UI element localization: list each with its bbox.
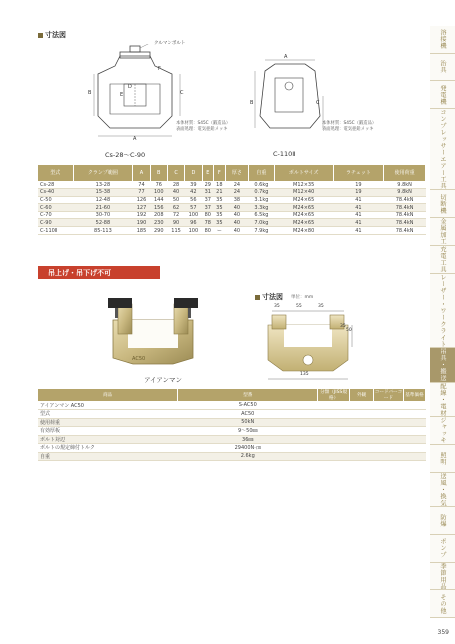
table-cell: 37 bbox=[202, 204, 214, 212]
sidebar-item[interactable] bbox=[430, 218, 455, 246]
table-row bbox=[38, 211, 426, 219]
spec-value: 36㎜ bbox=[178, 435, 318, 444]
drawing-caption-small: Cs-28～C-90 bbox=[105, 151, 146, 159]
table-cell: 85-113 bbox=[73, 227, 133, 235]
sidebar-item-label: 金属加工 bbox=[439, 217, 446, 245]
table-cell: 208 bbox=[150, 211, 167, 219]
table-cell: M24×65 bbox=[274, 219, 333, 227]
table-cell: 40 bbox=[225, 211, 249, 219]
table-cell: 192 bbox=[133, 211, 150, 219]
sidebar-item[interactable] bbox=[430, 535, 455, 563]
callout-bolt-label: クルマンボルト bbox=[154, 41, 186, 46]
table-cell: 74 bbox=[133, 181, 150, 189]
table-cell: 50 bbox=[167, 196, 184, 204]
dim-value: 135 bbox=[300, 372, 309, 377]
sidebar-item-label: 溶接機 bbox=[439, 29, 446, 50]
table-cell: 80 bbox=[202, 211, 214, 219]
spec-label: 使用荷重 bbox=[38, 418, 178, 427]
table-cell: 41 bbox=[333, 211, 383, 219]
table-cell: M12×35 bbox=[274, 181, 333, 189]
table-cell: 78.4kN bbox=[384, 211, 426, 219]
dim-value: 35 bbox=[340, 324, 346, 329]
table-cell: 77 bbox=[133, 189, 150, 197]
table-cell: 30-70 bbox=[73, 211, 133, 219]
table-row bbox=[38, 227, 426, 235]
sidebar-item-label: 吊具・搬送 bbox=[439, 348, 446, 382]
table-row bbox=[38, 204, 426, 212]
sidebar-item[interactable] bbox=[430, 54, 455, 82]
table-cell: 144 bbox=[150, 196, 167, 204]
table-cell: C-90 bbox=[38, 219, 73, 227]
table-cell: 78.4kN bbox=[384, 227, 426, 235]
material-note-2: 本体材質：S45C（鍛造品） 表面処理：電気亜鉛メッキ bbox=[322, 121, 377, 132]
table-cell: 9.8kN bbox=[384, 189, 426, 197]
table-row bbox=[38, 444, 426, 453]
table-cell: 0.6kg bbox=[249, 181, 274, 189]
table-row: アイアンマン AC50 S-AC50 bbox=[38, 401, 426, 410]
table-cell: 29 bbox=[202, 181, 214, 189]
table-cell: 56 bbox=[185, 196, 202, 204]
table-cell: Cs-28 bbox=[38, 181, 73, 189]
table-cell: 41 bbox=[333, 204, 383, 212]
table-cell: C-60 bbox=[38, 204, 73, 212]
dim-label-f: F bbox=[158, 66, 161, 72]
table-cell: 100 bbox=[150, 189, 167, 197]
product-stamp-text: AC50 bbox=[132, 356, 146, 362]
spec-value: AC50 bbox=[178, 410, 318, 419]
dim-label-c2: C bbox=[316, 100, 320, 106]
category-index-sidebar bbox=[430, 26, 455, 618]
dim-label-a2: A bbox=[284, 54, 288, 60]
table-cell: 39 bbox=[185, 181, 202, 189]
table-cell: 24 bbox=[225, 189, 249, 197]
sidebar-item[interactable] bbox=[430, 383, 455, 418]
table-row bbox=[38, 219, 426, 227]
section-title-dimensions-2: 寸法図 単位：mm bbox=[255, 292, 313, 302]
sidebar-item[interactable] bbox=[430, 507, 455, 535]
square-bullet-icon bbox=[38, 33, 43, 38]
table-cell: 38 bbox=[225, 196, 249, 204]
product-caption: アイアンマン bbox=[144, 376, 182, 384]
table-cell: 80 bbox=[202, 227, 214, 235]
table-cell: 41 bbox=[333, 219, 383, 227]
table-cell: 21-60 bbox=[73, 204, 133, 212]
table-row bbox=[38, 410, 426, 419]
table-cell: 24 bbox=[225, 181, 249, 189]
table-cell: 185 bbox=[133, 227, 150, 235]
sidebar-item-label: 治具 bbox=[439, 60, 446, 74]
table-cell: M24×80 bbox=[274, 227, 333, 235]
clamp-dimension-drawing-large bbox=[245, 56, 330, 136]
sidebar-item[interactable] bbox=[430, 81, 455, 109]
table-cell: 3.3kg bbox=[249, 204, 274, 212]
table-cell: ー bbox=[214, 227, 226, 235]
dim-label-d: D bbox=[128, 84, 132, 90]
table-cell: 72 bbox=[167, 211, 184, 219]
table-cell: 37 bbox=[202, 196, 214, 204]
table-cell: M24×65 bbox=[274, 204, 333, 212]
table-cell: 35 bbox=[214, 196, 226, 204]
sidebar-item[interactable] bbox=[430, 473, 455, 508]
dim-label-a: A bbox=[133, 136, 137, 142]
table-cell: 7.0kg bbox=[249, 219, 274, 227]
sidebar-item-label: 配線・電材 bbox=[439, 382, 446, 417]
table-cell: 13-28 bbox=[73, 181, 133, 189]
table-cell: M24×65 bbox=[274, 196, 333, 204]
section-title-dimensions: 寸法図 bbox=[38, 30, 66, 40]
table-cell: 35 bbox=[214, 204, 226, 212]
table-cell: 96 bbox=[185, 219, 202, 227]
table-cell: 40 bbox=[225, 219, 249, 227]
material-note: 本体材質：S45C（鍛造品） 表面処理：電気亜鉛メッキ bbox=[176, 121, 231, 132]
dim-label-b: B bbox=[88, 90, 92, 96]
table-cell: 21 bbox=[214, 189, 226, 197]
page-number: 359 bbox=[437, 629, 449, 636]
spec-label: 型式 bbox=[38, 410, 178, 419]
table-cell: 78.4kN bbox=[384, 204, 426, 212]
sidebar-item-label: ポンプ bbox=[439, 538, 446, 559]
table-cell: 0.7kg bbox=[249, 189, 274, 197]
sidebar-item[interactable] bbox=[430, 417, 455, 445]
sidebar-item-label: ジャッキ bbox=[439, 417, 446, 445]
sidebar-item[interactable] bbox=[430, 590, 455, 618]
warning-banner: 吊上げ・吊下げ不可 bbox=[38, 266, 160, 279]
table-row bbox=[38, 418, 426, 427]
table-cell: 12-48 bbox=[73, 196, 133, 204]
drawing-caption-large: C-110Ⅱ bbox=[273, 150, 296, 158]
sidebar-item-label: コンプレッサーエアー工具 bbox=[439, 108, 446, 190]
spec-value: 29400N·㎝ bbox=[178, 444, 318, 453]
table-cell: 230 bbox=[150, 219, 167, 227]
dim-label-c: C bbox=[180, 90, 184, 96]
sidebar-item[interactable] bbox=[430, 109, 455, 190]
table-cell: 78.4kN bbox=[384, 196, 426, 204]
table-row bbox=[38, 435, 426, 444]
sidebar-item-label: 切断機 bbox=[439, 193, 446, 214]
table-cell: C-110Ⅱ bbox=[38, 227, 73, 235]
product-photo-ironman-clamp bbox=[88, 290, 218, 370]
spec-value: 2.6kg bbox=[178, 452, 318, 461]
sidebar-item[interactable] bbox=[430, 445, 455, 473]
table-cell: 78.4kN bbox=[384, 219, 426, 227]
square-bullet-icon bbox=[255, 295, 260, 300]
product-table-header: 商品 型番 分類（JISS規格） 外観 コードバーコード 基準価格 bbox=[38, 389, 426, 401]
table-row bbox=[38, 427, 426, 436]
table-cell: 40 bbox=[225, 227, 249, 235]
table-cell: C-50 bbox=[38, 196, 73, 204]
table-cell: 42 bbox=[185, 189, 202, 197]
table-cell: M12×40 bbox=[274, 189, 333, 197]
table-cell: 78 bbox=[202, 219, 214, 227]
dim-value: 55 bbox=[296, 304, 302, 309]
dim-value: 35 bbox=[274, 304, 280, 309]
table-cell: 90 bbox=[167, 219, 184, 227]
sidebar-item[interactable] bbox=[430, 246, 455, 274]
spec-table-header: 型式 クランプ範囲 A B C D E F 厚さ 自重 ボルトサイズ ラチェット 使用荷重 bbox=[38, 165, 426, 181]
table-cell: 190 bbox=[133, 219, 150, 227]
sidebar-item[interactable] bbox=[430, 348, 455, 383]
sidebar-item[interactable] bbox=[430, 274, 455, 349]
sidebar-item-label: 送風・換気 bbox=[439, 472, 446, 507]
table-cell: 41 bbox=[333, 227, 383, 235]
table-row bbox=[38, 196, 426, 204]
table-row bbox=[38, 189, 426, 197]
table-cell: 19 bbox=[333, 189, 383, 197]
table-cell: 40 bbox=[225, 204, 249, 212]
sidebar-item-label: 防爆 bbox=[439, 513, 446, 528]
table-cell: 115 bbox=[167, 227, 184, 235]
spec-value: 50kN bbox=[178, 418, 318, 427]
table-cell: 3.1kg bbox=[249, 196, 274, 204]
table-cell: 7.9kg bbox=[249, 227, 274, 235]
table-cell: 290 bbox=[150, 227, 167, 235]
sidebar-item-label: 充電工具 bbox=[439, 245, 446, 273]
spec-label: 有効厚板 bbox=[38, 427, 178, 436]
table-cell: 100 bbox=[185, 227, 202, 235]
table-cell: 156 bbox=[150, 204, 167, 212]
spec-table bbox=[38, 165, 426, 235]
table-cell: 57 bbox=[185, 204, 202, 212]
table-cell: 35 bbox=[214, 211, 226, 219]
table-cell: 100 bbox=[185, 211, 202, 219]
table-cell: 62 bbox=[167, 204, 184, 212]
sidebar-item-label: 季節用品 bbox=[439, 562, 446, 590]
table-cell: 31 bbox=[202, 189, 214, 197]
sidebar-item-label: その他 bbox=[439, 593, 446, 614]
table-row bbox=[38, 452, 426, 461]
dim-value: 35 bbox=[318, 304, 324, 309]
table-cell: 40 bbox=[167, 189, 184, 197]
table-cell: 9.8kN bbox=[384, 181, 426, 189]
product-spec-table bbox=[38, 389, 426, 461]
spec-label: 自重 bbox=[38, 452, 178, 461]
sidebar-item-label: 照明 bbox=[439, 451, 446, 466]
spec-value: 9～50㎜ bbox=[178, 427, 318, 436]
table-cell: Cs-40 bbox=[38, 189, 73, 197]
table-cell: 15-38 bbox=[73, 189, 133, 197]
dim-label-e: E bbox=[120, 92, 124, 98]
table-cell: 127 bbox=[133, 204, 150, 212]
clamp-dimension-drawing bbox=[80, 44, 190, 144]
table-cell: 35 bbox=[214, 219, 226, 227]
dim-value: 50 bbox=[346, 328, 352, 333]
sidebar-item-label: 発電機 bbox=[439, 84, 446, 105]
dim-label-b2: B bbox=[250, 100, 254, 106]
sidebar-item[interactable] bbox=[430, 190, 455, 218]
table-row bbox=[38, 181, 426, 189]
spec-label: ボルト対辺 bbox=[38, 435, 178, 444]
table-cell: M24×65 bbox=[274, 211, 333, 219]
table-cell: 52-88 bbox=[73, 219, 133, 227]
table-cell: 126 bbox=[133, 196, 150, 204]
table-cell: 41 bbox=[333, 196, 383, 204]
table-cell: 6.5kg bbox=[249, 211, 274, 219]
sidebar-item[interactable] bbox=[430, 563, 455, 591]
spec-label: ボルトの規定締付トルク bbox=[38, 444, 178, 453]
sidebar-item-label: レーザー・ワークライト bbox=[439, 273, 446, 348]
sidebar-item[interactable] bbox=[430, 26, 455, 54]
table-cell: C-70 bbox=[38, 211, 73, 219]
table-cell: 76 bbox=[150, 181, 167, 189]
table-cell: 19 bbox=[333, 181, 383, 189]
table-cell: 18 bbox=[214, 181, 226, 189]
table-cell: 28 bbox=[167, 181, 184, 189]
